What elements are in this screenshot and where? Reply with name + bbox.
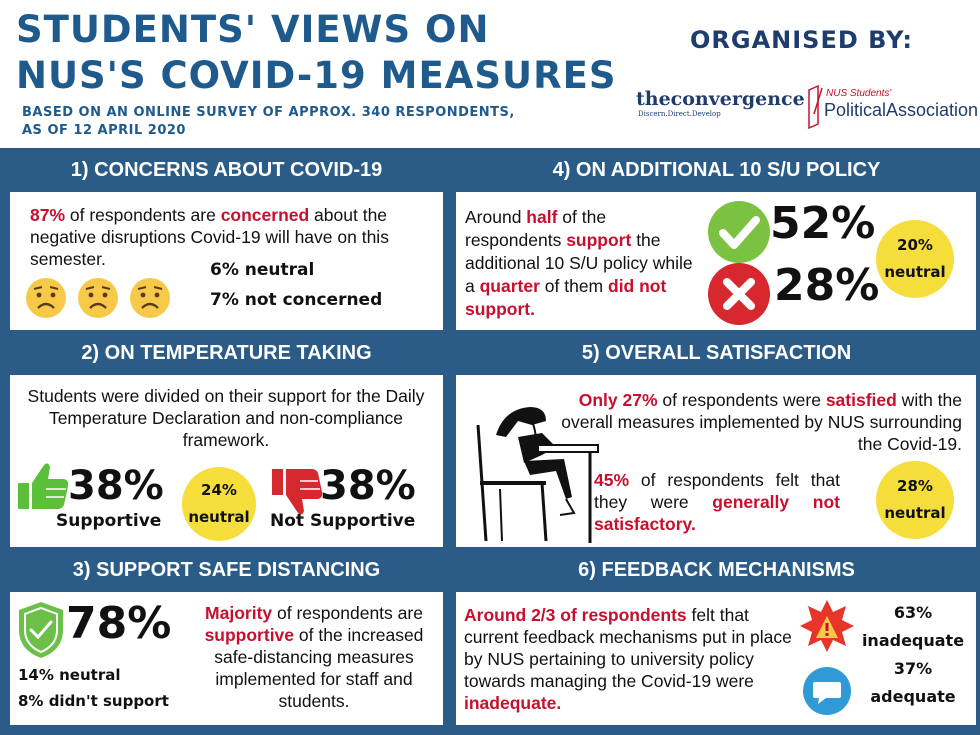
section-2-supportive-pct: 38%: [68, 463, 164, 509]
npa-logo-icon: [806, 84, 826, 130]
section-3-heading: 3) SUPPORT SAFE DISTANCING: [72, 559, 381, 581]
worried-face-icon: [130, 278, 170, 318]
section-6-text: Around 2/3 of respondents felt that current feedback mechanisms put in place by NUS pertaining to university policy towards managing the Covid-19 were inadequate.: [464, 605, 792, 713]
section-3-panel: [10, 592, 443, 725]
subtitle-line-1: BASED ON AN ONLINE SURVEY OF APPROX. 340 RESPONDENTS,: [22, 105, 515, 120]
section-6-inadequate-label: inadequate: [861, 631, 965, 650]
section-1-panel: [10, 192, 443, 330]
section-5-neutral-badge: 28% neutral: [876, 461, 954, 539]
section-4-panel: [456, 192, 976, 330]
worried-face-icons: [24, 276, 184, 320]
worried-face-icon: [78, 278, 118, 318]
section-2-panel: [10, 375, 443, 547]
section-4-no-pct: 28%: [774, 260, 880, 311]
npa-logo-small: NUS Students': [826, 88, 892, 99]
section-4-heading: 4) ON ADDITIONAL 10 S/U POLICY: [552, 159, 881, 181]
chat-bubble-icon: [802, 666, 852, 716]
section-4-yes-pct: 52%: [770, 198, 876, 249]
subtitle-line-2: AS OF 12 APRIL 2020: [22, 123, 186, 138]
section-6-inadequate-pct: 63%: [893, 603, 933, 622]
section-1-text: 87% of respondents are concerned about the negative disruptions Covid-19 will have on this semester.: [30, 205, 389, 269]
warning-burst-icon: [800, 598, 854, 654]
section-6-adequate-label: adequate: [870, 687, 956, 706]
section-6-adequate-pct: 37%: [893, 659, 933, 678]
convergence-tagline: Discern.Direct.Develop: [638, 110, 721, 118]
section-2-heading: 2) ON TEMPERATURE TAKING: [81, 342, 372, 364]
section-3-text: Majority of respondents are supportive of the increased safe-distancing measures implemented for staff and students.: [204, 603, 424, 711]
section-1-not-concerned: 7% not concerned: [210, 290, 383, 310]
section-6-heading: 6) FEEDBACK MECHANISMS: [578, 559, 855, 581]
convergence-logo-text: theconvergence: [636, 88, 805, 110]
organised-by-label: ORGANISED BY:: [690, 26, 913, 54]
npa-logo-large: PoliticalAssociation: [824, 100, 979, 120]
section-3-pct: 78%: [66, 598, 172, 649]
cross-icon: [707, 262, 771, 326]
title-line-2: NUS'S COVID-19 MEASURES: [16, 54, 617, 97]
section-6-panel: [456, 592, 976, 725]
section-5-panel: [456, 375, 976, 547]
title-line-1: STUDENTS' VIEWS ON: [16, 8, 490, 51]
section-3-didnt-support: 8% didn't support: [18, 692, 169, 710]
section-4-text: Around half of the respondents support the additional 10 S/U policy while a quarter of them did not support.: [465, 207, 693, 319]
shield-check-icon: [16, 600, 66, 660]
section-3-neutral: 14% neutral: [18, 666, 121, 684]
section-2-not-supportive-pct: 38%: [320, 463, 416, 509]
section-5-text-1: Only 27% of respondents were satisfied with the overall measures implemented by NUS surrounding the Covid-19.: [561, 390, 962, 454]
section-2-neutral-badge: 24% neutral: [182, 467, 256, 541]
section-2-supportive-label: Supportive: [56, 511, 162, 531]
section-5-text-2: 45% of respondents felt that they were generally not satisfactory.: [594, 470, 840, 534]
section-5-heading: 5) OVERALL SATISFACTION: [581, 342, 852, 364]
section-2-not-supportive-label: Not Supportive: [270, 511, 416, 531]
worried-face-icon: [26, 278, 66, 318]
section-2-text: Students were divided on their support for the Daily Temperature Declaration and non-compliance framework.: [27, 386, 425, 450]
section-1-neutral: 6% neutral: [210, 260, 315, 280]
section-1-heading: 1) CONCERNS ABOUT COVID-19: [70, 159, 383, 181]
thumbs-up-icon: [16, 459, 70, 513]
check-icon: [707, 200, 771, 264]
convergence-logo: [636, 88, 805, 118]
section-4-neutral-badge: 20% neutral: [876, 220, 954, 298]
